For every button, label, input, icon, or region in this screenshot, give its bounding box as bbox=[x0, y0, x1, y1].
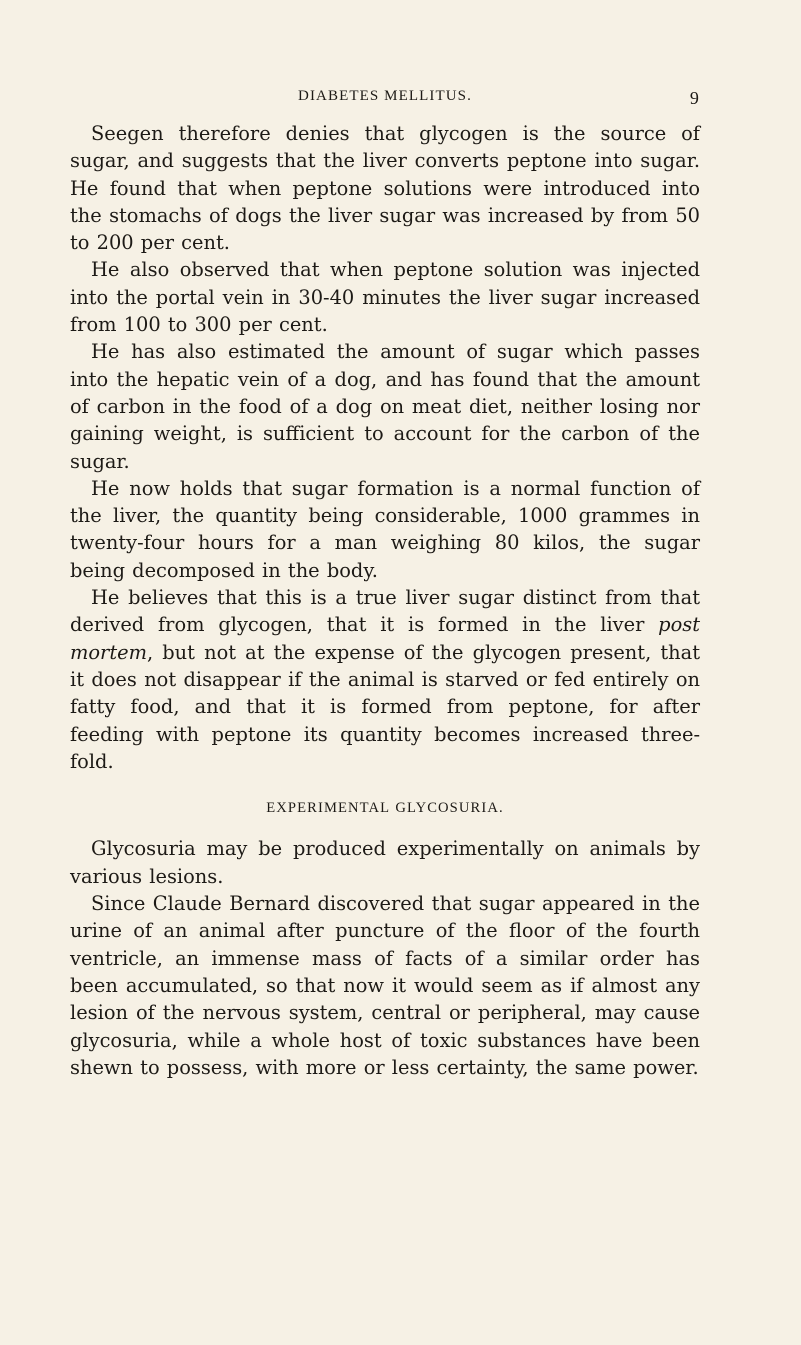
paragraph-hepatic-vein: He has also estimated the amount of sugar which passes into the hepatic vein of a dog, and has found that the amount of carbon in the food of a dog on meat diet, neither losing nor gaining weight, is sufficient to account for the carbon of the sugar. bbox=[70, 340, 700, 473]
section-heading: EXPERIMENTAL GLYCOSURIA. bbox=[266, 800, 504, 817]
paragraph-liver-function: He now holds that sugar formation is a normal function of the liver, the quantity being considerable, 1000 grammes in twenty-four hours for a man weighing 80 kilos, the sugar being decomposed in the body. bbox=[70, 476, 700, 582]
paragraph-claude-bernard: Since Claude Bernard discovered that sugar appeared in the urine of an animal after puncture of the floor of the fourth ventricle, an immense mass of facts of a similar order has been accumulated, so that now it would seem as if almost any lesion of the nervous system, central or peripheral, may cause glycosuria, while a whole host of toxic substances have been shewn to possess, with more or less certainty, the same power. bbox=[70, 892, 700, 1079]
paragraph-true-liver-sugar bbox=[70, 584, 700, 775]
paragraph-portal-vein: He also observed that when peptone solution was injected into the portal vein in 30-40 minutes the liver sugar increased from 100 to 300 per cent. bbox=[70, 258, 700, 337]
page-number: 9 bbox=[689, 88, 700, 108]
paragraph-text-part: He believes that this is a true liver sugar distinct from that derived from glycogen, that it is formed in the liver bbox=[70, 586, 700, 637]
body-text bbox=[70, 120, 700, 1081]
latin-phrase: post mortem bbox=[70, 613, 700, 664]
book-page bbox=[70, 83, 700, 1081]
paragraph-seegen-peptone: Seegen therefore denies that glycogen is the source of sugar, and suggests that the liver converts peptone into sugar. He found that when peptone solutions were introduced into the stomachs of dogs the liver sugar was increased by from 50 to 200 per cent. bbox=[70, 122, 700, 255]
running-title: DIABETES MELLITUS. bbox=[298, 88, 472, 104]
paragraph-glycosuria-intro: Glycosuria may be produced experimentally on animals by various lesions. bbox=[70, 837, 700, 888]
running-head bbox=[70, 83, 700, 107]
paragraph-text-part: , but not at the expense of the glycogen present, that it does not disappear if the animal is starved or fed entirely on fatty food, and that it is formed from peptone, for after feeding with peptone its quantity becomes increased three-fold. bbox=[70, 640, 700, 773]
